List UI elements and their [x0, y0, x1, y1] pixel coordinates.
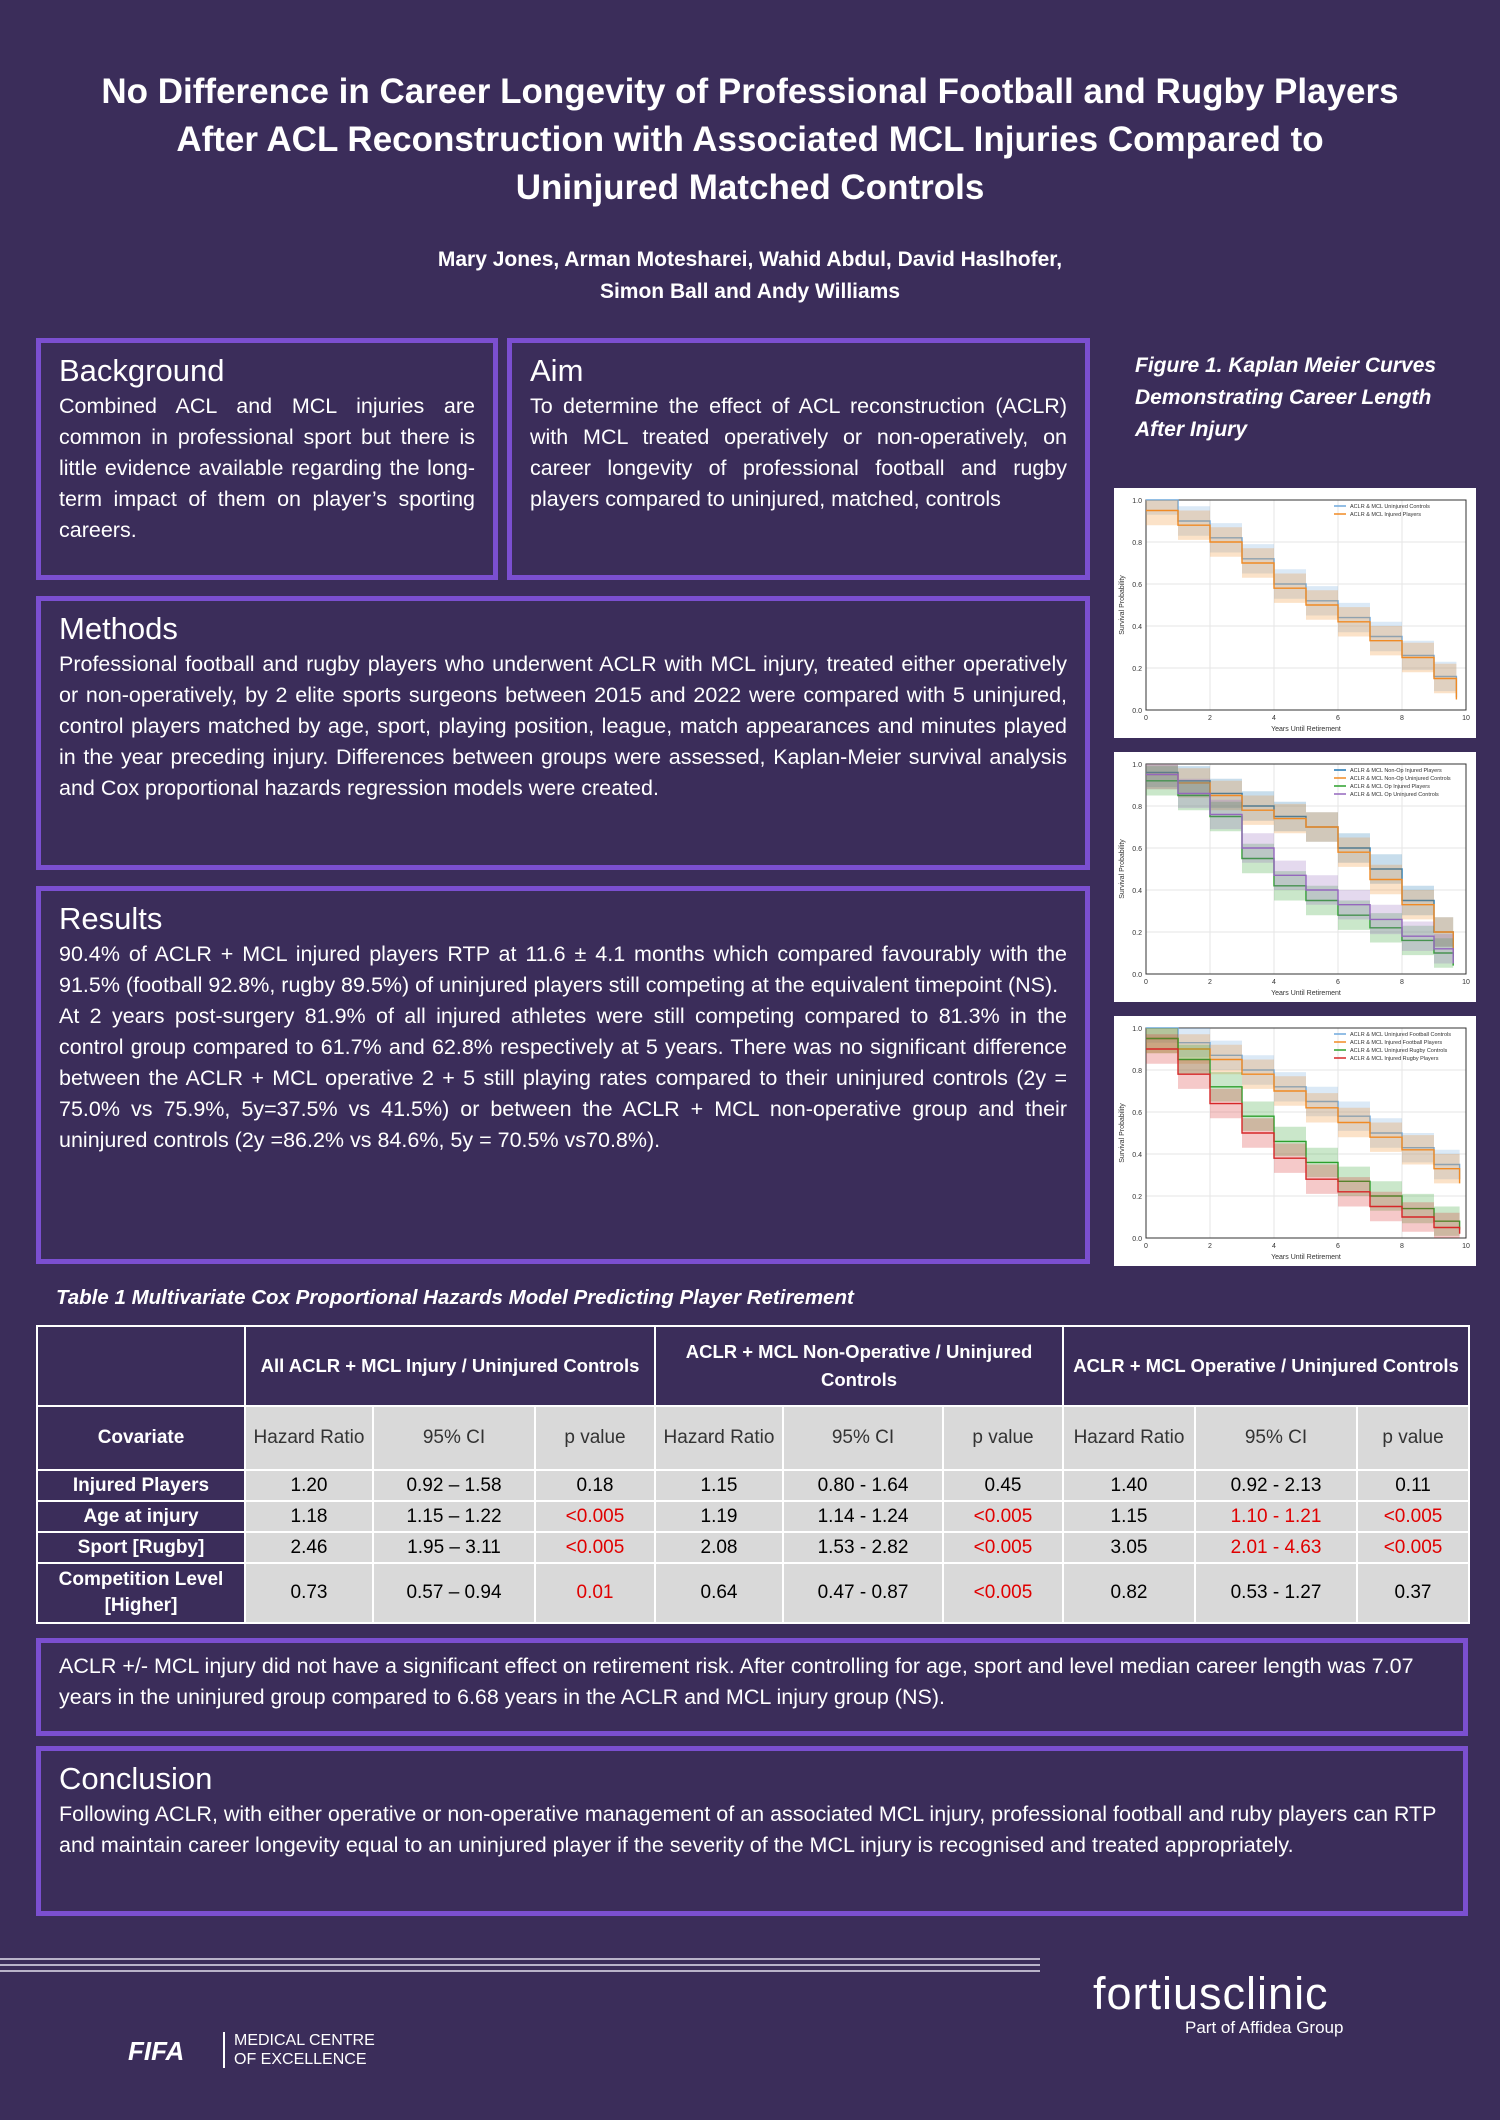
figure-caption: Figure 1. Kaplan Meier Curves Demonstrating Career Length After Injury [1135, 354, 1437, 441]
table-row-label: Sport [Rugby] [37, 1532, 245, 1563]
methods-text: Professional football and rugby players who underwent ACLR with MCL injury, treated either operatively or non-operatively, by 2 elite sports surgeons between 2015 and 2022 were compared with 5 uninjured, control players matched by age, sport, playing position, league, match appearances and minutes played in the year preceding injury. Differences between groups were assessed, Kaplan-Meier survival analysis and Cox proportional hazards regression models were created. [59, 652, 1067, 800]
table-subheader: Hazard Ratio [655, 1406, 783, 1470]
table-cell: 0.47 - 0.87 [783, 1563, 943, 1623]
table-cell: 0.73 [245, 1563, 373, 1623]
y-tick-label: 0.6 [1132, 1110, 1142, 1117]
fortius-logo [1093, 1970, 1343, 2038]
table-cell: <0.005 [1357, 1532, 1469, 1563]
table-cell: <0.005 [535, 1501, 655, 1532]
results-para-2: At 2 years post-surgery 81.9% of all injured athletes were still competing compared to 81.3% in the control group compared to 61.7% and 62.8% respectively at 5 years. There was no significant difference between the ACLR + MCL operative 2 + 5 still playing rates compared to their uninjured controls (2y = 75.0% vs 75.9%, 5y=37.5% vs 41.5%) or between the ACLR + MCL non-operative group and their uninjured controls (2y =86.2% vs 84.6%, 5y = 70.5% vs70.8%). [59, 1004, 1067, 1152]
x-tick-label: 8 [1400, 715, 1404, 722]
conclusion-box [36, 1746, 1468, 1916]
background-box [36, 338, 498, 580]
legend-entry: ACLR & MCL Op Uninjured Controls [1350, 792, 1439, 798]
x-tick-label: 0 [1144, 715, 1148, 722]
table-cell: 0.64 [655, 1563, 783, 1623]
table-cell: 2.01 - 4.63 [1195, 1532, 1357, 1563]
table-row-label: Injured Players [37, 1470, 245, 1501]
footer-divider [0, 1958, 1040, 1960]
x-tick-label: 6 [1336, 1243, 1340, 1250]
table-corner [37, 1326, 245, 1406]
x-axis-label: Years Until Retirement [1271, 1254, 1341, 1261]
y-tick-label: 0.0 [1132, 1236, 1142, 1243]
methods-heading: Methods [59, 611, 178, 646]
table-subheader: 95% CI [783, 1406, 943, 1470]
table-group-header: ACLR + MCL Operative / Uninjured Controls [1063, 1326, 1469, 1406]
table-cell: 1.19 [655, 1501, 783, 1532]
authors-line-2: Simon Ball and Andy Williams [599, 280, 901, 303]
table-cell: 1.53 - 2.82 [783, 1532, 943, 1563]
aim-heading: Aim [530, 353, 584, 388]
x-tick-label: 4 [1272, 979, 1276, 986]
table-cell: 1.18 [245, 1501, 373, 1532]
y-tick-label: 0.2 [1132, 666, 1142, 673]
fifa-logo-line-2: OF EXCELLENCE [234, 2051, 367, 2068]
y-tick-label: 0.2 [1132, 930, 1142, 937]
table-cell: 0.37 [1357, 1563, 1469, 1623]
table-cell: <0.005 [1357, 1501, 1469, 1532]
y-tick-label: 0.6 [1132, 846, 1142, 853]
y-tick-label: 1.0 [1132, 498, 1142, 505]
fifa-logo-word: FIFA [128, 2036, 185, 2066]
cox-table [36, 1325, 1470, 1624]
table-cell: 0.18 [535, 1470, 655, 1501]
table-subheader: Hazard Ratio [1063, 1406, 1195, 1470]
x-tick-label: 2 [1208, 1243, 1212, 1250]
table-row [37, 1501, 1469, 1532]
y-axis-label: Survival Probability [1119, 1103, 1126, 1163]
conclusion-text: Following ACLR, with either operative or non-operative management of an associated MCL injury, professional football and ruby players can RTP and maintain career longevity equal to an uninjured player if the severity of the MCL injury is recognised and treated appropriately. [59, 1802, 1437, 1857]
km-plot-1 [1114, 488, 1476, 738]
table-group-header: ACLR + MCL Non-Operative / Uninjured Controls [655, 1326, 1063, 1406]
background-heading: Background [59, 353, 225, 388]
legend-entry: ACLR & MCL Op Injured Players [1350, 784, 1430, 790]
x-tick-label: 8 [1400, 979, 1404, 986]
table-subheader: p value [1357, 1406, 1469, 1470]
y-tick-label: 0.8 [1132, 1068, 1142, 1075]
x-tick-label: 4 [1272, 1243, 1276, 1250]
legend-entry: ACLR & MCL Non-Op Uninjured Controls [1350, 776, 1451, 782]
results-heading: Results [59, 901, 163, 936]
table-subheader: 95% CI [1195, 1406, 1357, 1470]
conclusion-heading: Conclusion [59, 1761, 213, 1796]
table-cell: 1.95 – 3.11 [373, 1532, 535, 1563]
fortius-logo-sub: Part of Affidea Group [1185, 2018, 1344, 2037]
summary-box [36, 1638, 1468, 1736]
summary-text: ACLR +/- MCL injury did not have a significant effect on retirement risk. After controlling for age, sport and level median career length was 7.07 years in the uninjured group compared to 6.68 years in the ACLR and MCL injury group (NS). [59, 1654, 1414, 1709]
table-cell: 1.10 - 1.21 [1195, 1501, 1357, 1532]
legend-entry: ACLR & MCL Injured Football Players [1350, 1040, 1443, 1046]
table-row-label: Age at injury [37, 1501, 245, 1532]
table-row [37, 1532, 1469, 1563]
x-tick-label: 10 [1462, 715, 1470, 722]
legend-entry: ACLR & MCL Non-Op Injured Players [1350, 768, 1442, 774]
x-tick-label: 10 [1462, 1243, 1470, 1250]
table-cell: 1.15 – 1.22 [373, 1501, 535, 1532]
y-tick-label: 0.8 [1132, 804, 1142, 811]
km-plot-2-svg [1114, 752, 1476, 1002]
y-tick-label: 0.6 [1132, 582, 1142, 589]
x-axis-label: Years Until Retirement [1271, 726, 1341, 733]
table-row [37, 1470, 1469, 1501]
table-row-label: Competition Level [Higher] [37, 1563, 245, 1623]
table-cell: 3.05 [1063, 1532, 1195, 1563]
table-cell: 0.11 [1357, 1470, 1469, 1501]
table-cell: 0.92 – 1.58 [373, 1470, 535, 1501]
aim-box [507, 338, 1090, 580]
y-axis-label: Survival Probability [1119, 839, 1126, 899]
x-tick-label: 0 [1144, 1243, 1148, 1250]
table-cell: 0.80 - 1.64 [783, 1470, 943, 1501]
km-plot-1-svg [1114, 488, 1476, 738]
x-tick-label: 6 [1336, 715, 1340, 722]
km-plot-3 [1114, 1016, 1476, 1266]
y-tick-label: 0.4 [1132, 1152, 1142, 1159]
y-tick-label: 0.4 [1132, 624, 1142, 631]
table-cell: <0.005 [943, 1501, 1063, 1532]
fifa-logo-separator [223, 2032, 225, 2068]
y-axis-label: Survival Probability [1119, 575, 1126, 635]
poster-title: No Difference in Career Longevity of Professional Football and Rugby Players After ACL Reconstruction with Associated MCL Injuries Compared to Uninjured Matched Controls [101, 72, 1399, 207]
x-axis-label: Years Until Retirement [1271, 990, 1341, 997]
x-tick-label: 8 [1400, 1243, 1404, 1250]
table-subheader: 95% CI [373, 1406, 535, 1470]
footer-divider [0, 1970, 1040, 1972]
table-covariate-header: Covariate [37, 1406, 245, 1470]
table-cell: <0.005 [943, 1563, 1063, 1623]
background-text: Combined ACL and MCL injuries are common in professional sport but there is little evidence available regarding the long-term impact of them on player’s sporting careers. [59, 394, 475, 542]
confidence-band [1146, 500, 1456, 710]
table-cell: 1.20 [245, 1470, 373, 1501]
table-cell: 1.15 [1063, 1501, 1195, 1532]
x-tick-label: 2 [1208, 715, 1212, 722]
y-tick-label: 1.0 [1132, 762, 1142, 769]
table-subheader: Hazard Ratio [245, 1406, 373, 1470]
table-cell: 1.14 - 1.24 [783, 1501, 943, 1532]
y-tick-label: 1.0 [1132, 1026, 1142, 1033]
y-tick-label: 0.8 [1132, 540, 1142, 547]
results-box [36, 886, 1090, 1264]
table-cell: 1.15 [655, 1470, 783, 1501]
x-tick-label: 0 [1144, 979, 1148, 986]
y-tick-label: 0.2 [1132, 1194, 1142, 1201]
table-cell: <0.005 [943, 1532, 1063, 1563]
legend-entry: ACLR & MCL Uninjured Football Controls [1350, 1032, 1451, 1038]
table-subheader: p value [535, 1406, 655, 1470]
fortius-logo-text: fortiusclinic [1093, 1968, 1329, 2019]
table-cell: 0.82 [1063, 1563, 1195, 1623]
results-para-1: 90.4% of ACLR + MCL injured players RTP at 11.6 ± 4.1 months which compared favourably with the 91.5% (football 92.8%, rugby 89.5%) of uninjured players still competing at the equivalent timepoint (NS). [59, 942, 1067, 997]
table-subheader: p value [943, 1406, 1063, 1470]
table-cell: 0.57 – 0.94 [373, 1563, 535, 1623]
x-tick-label: 6 [1336, 979, 1340, 986]
methods-box [36, 596, 1090, 870]
table-title: Table 1 Multivariate Cox Proportional Hazards Model Predicting Player Retirement [56, 1286, 854, 1309]
table-cell: 1.40 [1063, 1470, 1195, 1501]
x-tick-label: 4 [1272, 715, 1276, 722]
x-tick-label: 10 [1462, 979, 1470, 986]
table-row [37, 1563, 1469, 1623]
table-cell: 0.92 - 2.13 [1195, 1470, 1357, 1501]
footer-divider [0, 1964, 1040, 1966]
authors-line-1: Mary Jones, Arman Motesharei, Wahid Abdul, David Haslhofer, [437, 248, 1063, 271]
legend-entry: ACLR & MCL Injured Players [1350, 512, 1422, 518]
table-cell: <0.005 [535, 1532, 655, 1563]
table-cell: 2.46 [245, 1532, 373, 1563]
legend-entry: ACLR & MCL Injured Rugby Players [1350, 1056, 1439, 1062]
km-plot-2 [1114, 752, 1476, 1002]
table-cell: 0.01 [535, 1563, 655, 1623]
table-cell: 2.08 [655, 1532, 783, 1563]
table-cell: 0.53 - 1.27 [1195, 1563, 1357, 1623]
table-group-header: All ACLR + MCL Injury / Uninjured Controls [245, 1326, 655, 1406]
x-tick-label: 2 [1208, 979, 1212, 986]
authors [250, 244, 1250, 308]
legend-entry: ACLR & MCL Uninjured Rugby Controls [1350, 1048, 1448, 1054]
table-cell: 0.45 [943, 1470, 1063, 1501]
fifa-logo-line-1: MEDICAL CENTRE [234, 2032, 375, 2049]
legend-entry: ACLR & MCL Uninjured Controls [1350, 504, 1430, 510]
y-tick-label: 0.0 [1132, 708, 1142, 715]
km-plot-3-svg [1114, 1016, 1476, 1266]
y-tick-label: 0.0 [1132, 972, 1142, 979]
y-tick-label: 0.4 [1132, 888, 1142, 895]
aim-text: To determine the effect of ACL reconstruction (ACLR) with MCL treated operatively or non-operatively, on career longevity of professional football and rugby players compared to uninjured, matched, controls [530, 394, 1067, 511]
